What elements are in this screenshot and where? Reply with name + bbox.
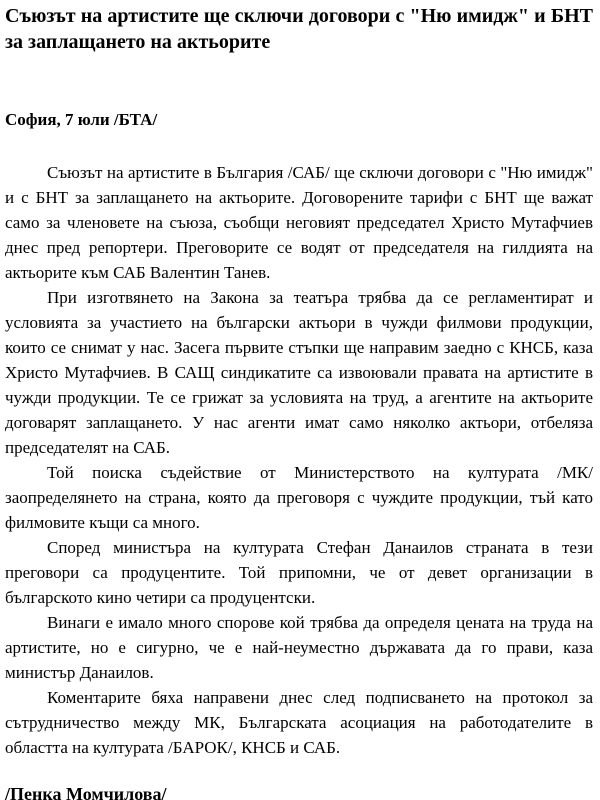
article-paragraph: Съюзът на артистите в България /САБ/ ще сключи договори с "Ню имидж" и с БНТ за заплащането на актьорите. Договорените тарифи с БНТ ще важат само за членовете на съюза, съобщи неговият председател Христо Мутафчиев днес пред репортери. Преговорите се водят от председателя на гилдията на актьорите към САБ Валентин Танев. — [5, 163, 593, 282]
article-paragraph: Според министъра на културата Стефан Данаилов страната в тези преговори са продуцентите. Той припомни, че от девет организации в българското кино четири са продуцентски. — [5, 538, 593, 607]
article-body — [5, 160, 593, 760]
article-paragraph: Винаги е имало много спорове кой трябва да определя цената на труда на артистите, но е сигурно, че е най-неуместно държавата да го прави, каза министър Данаилов. — [5, 613, 593, 682]
article-title: Съюзът на артистите ще сключи договори с "Ню имидж" и БНТ за заплащането на актьорите — [5, 5, 593, 53]
dateline: София, 7 юли /БТА/ — [5, 110, 158, 129]
article-paragraph: При изготвянето на Закона за театъра трябва да се регламентират и условията за участието на български актьори в чужди филмови продукции, които се снимат у нас. Засега първите стъпки ще направим заедно с КНСБ, каза Христо Мутафчиев. В САЩ синдикатите са извоювали правата на артистите в чужди продукции. Те се грижат за условията на труд, а агентите на актьорите договарят заплащането. У нас агенти имат само няколко актьори, отбеляза председателят на САБ. — [5, 288, 593, 457]
article-paragraph: Той поиска съдействие от Министерството на културата /МК/ заопределянето на страна, която да преговоря с чуждите продукции, тъй като филмовите къщи са много. — [5, 463, 593, 532]
author-signature: /Пенка Момчилова/ — [5, 784, 167, 800]
article-paragraph: Коментарите бяха направени днес след подписването на протокол за сътрудничество между МК, Българската асоциация на работодателите в областта на културата /БАРОК/, КНСБ и САБ. — [5, 688, 593, 757]
